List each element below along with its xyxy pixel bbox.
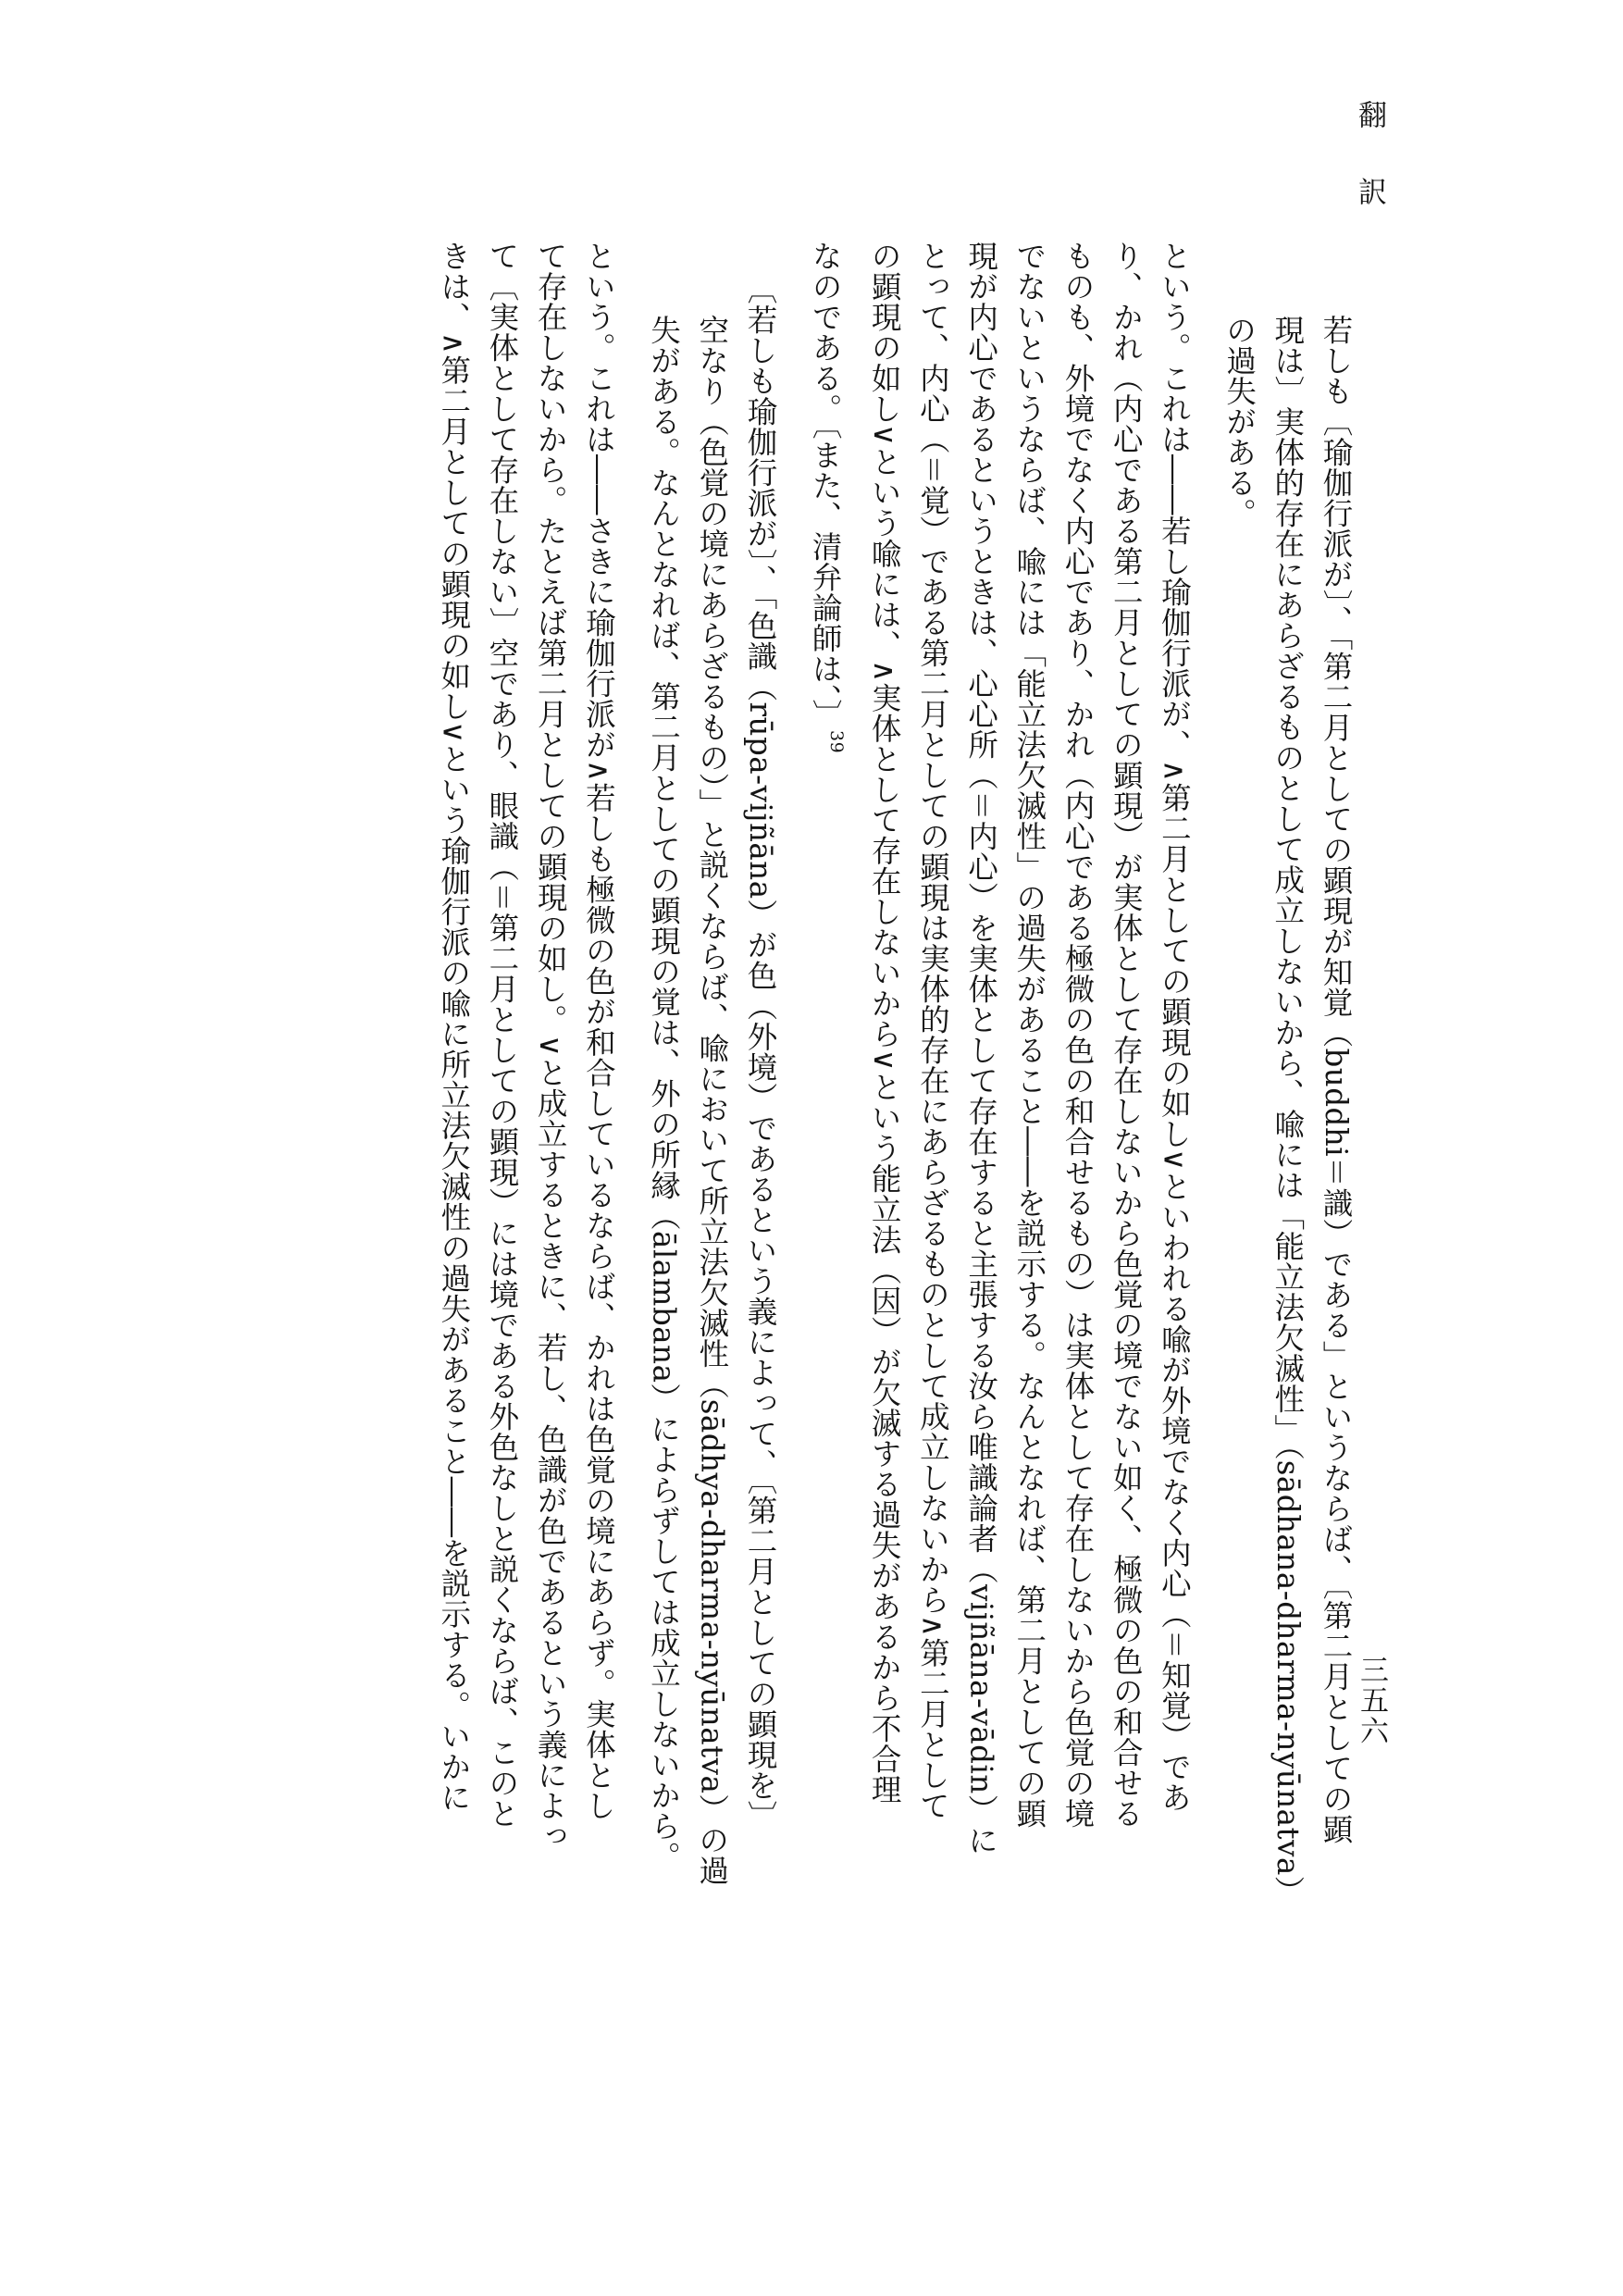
- text-line: 若しも〔瑜伽行派が〕、「第二月としての顕現が知覚（buddhi＝識）である」というならば、〔第二月としての顕: [1319, 315, 1354, 1844]
- paragraph-gap: [1198, 241, 1215, 2045]
- text-line: でないというならば、喩には「能立法欠滅性」の過失があること――を説示する。なんとなれば、第二月としての顕: [1011, 241, 1047, 1829]
- text-line: なのである。〔また、清弁論師は、〕: [808, 241, 844, 730]
- page-number: 三五六: [1355, 1655, 1388, 1746]
- running-header-title: 翻訳: [1353, 100, 1386, 254]
- text-line: り、かれ（内心である第二月としての顕現）が実体として存在しないから色覚の境でない如く、極微の色の和合せる: [1109, 241, 1145, 1829]
- text-line: という。これは――さきに瑜伽行派が∧若しも極微の色が和合しているならば、かれは色覚の境にあらず。実体とし: [581, 241, 617, 1821]
- text-line: 失がある。なんとなれば、第二月としての顕現の覚は、外の所縁（ālambana）によらずしては成立しないから。: [646, 315, 682, 1872]
- text-line-with-note: [801, 241, 861, 2045]
- text-line: 〔若しも瑜伽行派が〕、「色識（rūpa-vijñāna）が色（外境）であるという義によって、〔第二月としての顕現を〕: [742, 274, 778, 1831]
- text-line: ものも、外境でなく内心であり、かれ（内心である極微の色の和合せるもの）は実体として存在しないから色覚の境: [1059, 241, 1096, 1829]
- text-line: て存在しないから。たとえば第二月としての顕現の如し。∨と成立するときに、若し、色識が色であるという義によっ: [533, 241, 569, 1852]
- text-line: 現は〕実体的存在にあらざるものとして成立しないから、喩には「能立法欠滅性」（sādhana-dharma-nyūnatva）: [1270, 315, 1306, 1906]
- footnote-reference: 39: [825, 729, 847, 753]
- text-line: とって、内心（＝覚）である第二月としての顕現は実体的存在にあらざるものとして成立しないから∧第二月として: [915, 241, 951, 1821]
- paragraph-gap: [785, 241, 801, 2045]
- paragraph-gap: [623, 241, 639, 2045]
- text-line: の過失がある。: [1221, 315, 1258, 528]
- text-line: て〔実体として存在しない〕空であり、眼識（＝第二月としての顕現）には境である外色なしと説くならば、このと: [484, 241, 520, 1829]
- text-line: という。これは――若し瑜伽行派が、∧第二月としての顕現の如し∨といわれる喩が外境でなく内心（＝知覚）であ: [1157, 241, 1193, 1813]
- text-line: きは、∧第二月としての顕現の如し∨という瑜伽行派の喩に所立法欠滅性の過失があること――を説示する。いかに: [436, 241, 472, 1813]
- text-line: 現が内心であるというときは、心心所（＝内心）を実体として存在すると主張する汝ら唯識論者（vijñāna-vādin）に: [963, 241, 999, 1855]
- vertical-body-text: [194, 241, 1360, 2045]
- text-line: 空なり（色覚の境にあらざるもの）」と説くならば、喩において所立法欠滅性（sādhya-dharma-nyūnatva）の過: [694, 315, 730, 1886]
- text-line: の顕現の如し∨という喩には、∧実体として存在しないから∨という能立法（因）が欠滅する過失があるから不合理: [867, 241, 903, 1805]
